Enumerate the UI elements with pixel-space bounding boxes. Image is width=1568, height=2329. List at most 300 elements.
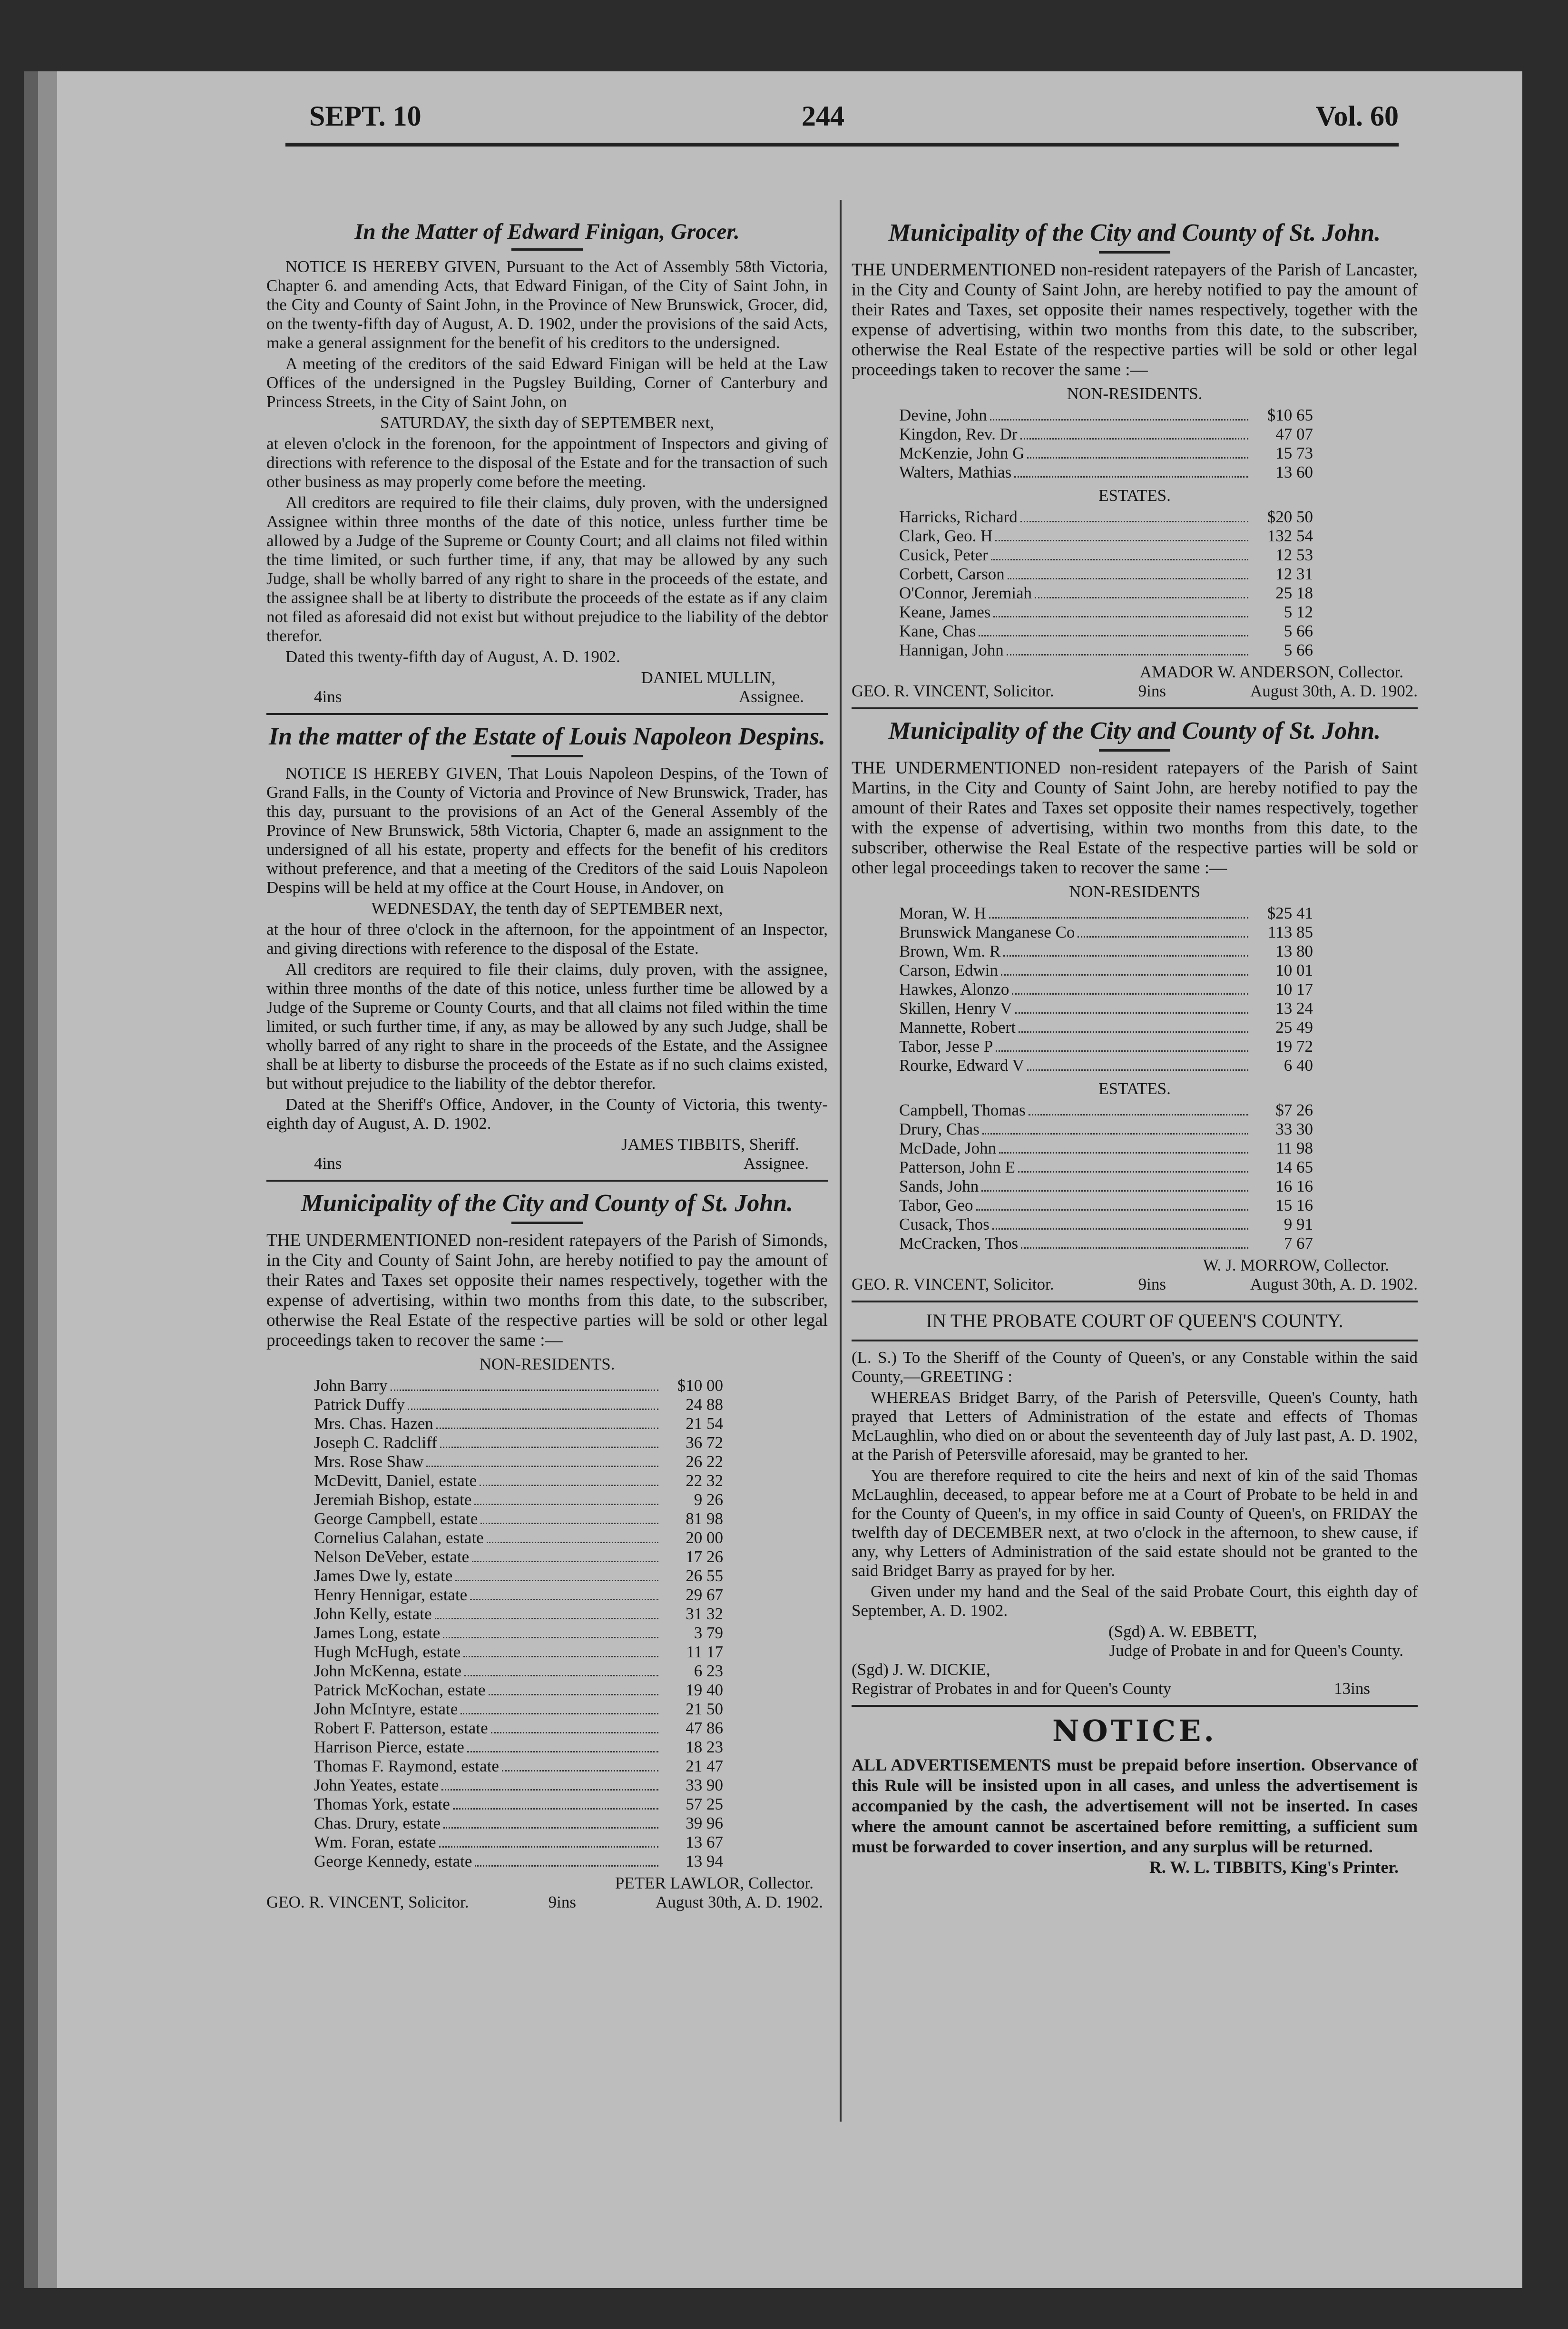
leader-dots <box>472 1561 658 1562</box>
despins-signature <box>266 1135 828 1173</box>
table-row <box>899 641 1313 660</box>
leader-dots <box>1020 438 1248 440</box>
ratepayer-name: Mrs. Chas. Hazen <box>314 1414 433 1433</box>
ratepayer-name: George Campbell, estate <box>314 1509 478 1528</box>
leader-dots <box>491 1732 658 1733</box>
leader-dots <box>1027 1069 1248 1071</box>
ratepayer-name: Robert F. Patterson, estate <box>314 1719 488 1737</box>
tax-amount: 9 91 <box>1284 1215 1313 1233</box>
finigan-paragraph-2: A meeting of the creditors of the said Edward Finigan will be held at the Law Offices of the undersigned in the Pugsley Building, Corner of Canterbury and Princess Streets, in the City of Saint John, on <box>266 354 828 411</box>
table-row <box>899 584 1313 603</box>
finigan-meeting-date: SATURDAY, the sixth day of SEPTEMBER next, <box>380 413 714 432</box>
table-row <box>899 1177 1313 1196</box>
tax-amount: 10 01 <box>1275 961 1313 979</box>
simonds-solicitor: GEO. R. VINCENT, Solicitor. <box>266 1893 469 1911</box>
left-column <box>266 214 828 1912</box>
martins-heading-nonresidents: NON-RESIDENTS <box>1068 882 1201 901</box>
ratepayer-name: Joseph C. Radcliff <box>314 1433 437 1452</box>
leader-dots <box>467 1751 658 1752</box>
ratepayer-name: Harrison Pierce, estate <box>314 1738 464 1756</box>
table-row <box>314 1414 723 1433</box>
leader-dots <box>489 1694 658 1695</box>
leader-dots <box>1018 1171 1248 1173</box>
ratepayer-name: Drury, Chas <box>899 1120 980 1138</box>
table-row <box>314 1776 723 1795</box>
ratepayer-name: Thomas York, estate <box>314 1795 450 1813</box>
leader-dots <box>470 1599 658 1600</box>
section-rule <box>266 1180 828 1182</box>
table-row <box>314 1814 723 1833</box>
despins-insertions: 4ins <box>314 1154 342 1173</box>
lancaster-collector: AMADOR W. ANDERSON, Collector. <box>1139 663 1403 681</box>
section-rule <box>852 1705 1418 1707</box>
finigan-insertions: 4ins <box>314 687 342 706</box>
ratepayer-name: Tabor, Jesse P <box>899 1037 993 1056</box>
ratepayer-name: Mrs. Rose Shaw <box>314 1452 424 1471</box>
ratepayer-name: Moran, W. H <box>899 904 986 922</box>
title-rule <box>511 248 583 251</box>
leader-dots <box>464 1675 658 1676</box>
table-row <box>899 622 1313 641</box>
leader-dots <box>426 1466 658 1467</box>
table-row <box>899 1196 1313 1215</box>
martins-heading-estates: ESTATES. <box>1098 1079 1171 1098</box>
martins-solicitor: GEO. R. VINCENT, Solicitor. <box>852 1275 1054 1293</box>
ratepayer-name: Patrick Duffy <box>314 1395 405 1414</box>
table-row <box>899 1215 1313 1234</box>
table-row <box>314 1528 723 1547</box>
ratepayer-name: Kingdon, Rev. Dr <box>899 425 1018 443</box>
tax-amount: 15 73 <box>1275 444 1313 462</box>
leader-dots <box>999 1152 1248 1154</box>
table-row <box>899 999 1313 1018</box>
leader-dots <box>1027 457 1248 459</box>
tax-amount: 16 16 <box>1275 1177 1313 1195</box>
leader-dots <box>408 1409 658 1410</box>
tax-amount: 11 98 <box>1276 1139 1313 1157</box>
table-row <box>899 980 1313 999</box>
ratepayer-name: Patrick McKochan, estate <box>314 1681 486 1699</box>
leader-dots <box>474 1504 658 1505</box>
leader-dots <box>1008 578 1248 579</box>
leader-dots <box>443 1637 658 1638</box>
simonds-intro: THE UNDERMENTIONED non-resident ratepayers of the Parish of Simonds, in the City and County of Saint John, are hereby notified to pay the amount of their Rates and Taxes set opposite their names respectively, together with the expense of advertising, within two months from this date, to the subscriber, otherwise the Real Estate of the respective parties will be sold or other legal proceedings taken to recover the same :— <box>266 1231 828 1350</box>
tax-amount: 21 47 <box>686 1757 723 1775</box>
leader-dots <box>1015 1012 1248 1014</box>
lancaster-solicitor: GEO. R. VINCENT, Solicitor. <box>852 682 1054 700</box>
table-row <box>899 527 1313 546</box>
tax-amount: 47 07 <box>1275 425 1313 443</box>
ratepayer-name: Nelson DeVeber, estate <box>314 1547 470 1566</box>
ratepayer-name: Keane, James <box>899 603 991 621</box>
probate-insertions: 13ins <box>1334 1679 1370 1698</box>
tax-amount: 31 32 <box>686 1605 723 1623</box>
table-row <box>899 1018 1313 1037</box>
despins-notice <box>266 722 828 1182</box>
table-row <box>314 1433 723 1452</box>
tax-amount: 13 94 <box>686 1852 723 1870</box>
martins-title: Municipality of the City and County of St. John. <box>888 717 1381 744</box>
ratepayer-name: Campbell, Thomas <box>899 1101 1026 1119</box>
notice-body: ALL ADVERTISEMENTS must be prepaid before insertion. Observance of this Rule will be insisted upon in all cases, and unless the advertisement is accompanied by the cash, the advertisement will not be inserted. In cases where the amount cannot be ascertained before remitting, a sufficient sum must be forwarded to cover insertion, and any surplus will be returned. <box>852 1755 1418 1856</box>
despins-meeting-date: WEDNESDAY, the tenth day of SEPTEMBER next, <box>371 899 723 918</box>
tax-amount: 5 12 <box>1284 603 1313 621</box>
title-rule <box>1099 251 1170 254</box>
table-row <box>314 1585 723 1605</box>
tax-amount: 39 96 <box>686 1814 723 1832</box>
table-row <box>314 1452 723 1471</box>
ratepayer-name: Patterson, John E <box>899 1158 1016 1176</box>
martins-insertions: 9ins <box>1138 1275 1166 1293</box>
tax-amount: $10 00 <box>677 1376 723 1395</box>
ratepayer-name: Thomas F. Raymond, estate <box>314 1757 499 1775</box>
ratepayer-name: McDevitt, Daniel, estate <box>314 1471 477 1490</box>
table-row <box>899 1139 1313 1158</box>
simonds-collector: PETER LAWLOR, Collector. <box>615 1874 813 1892</box>
leader-dots <box>455 1580 658 1581</box>
despins-paragraph-2: at the hour of three o'clock in the afternoon, for the appointment of an Inspector, and giving directions with reference to the disposal of the Estate. <box>266 920 828 958</box>
table-row <box>314 1471 723 1490</box>
leader-dots <box>440 1447 658 1448</box>
table-row <box>899 1120 1313 1139</box>
table-row <box>314 1795 723 1814</box>
finigan-dated: Dated this twenty-fifth day of August, A. D. 1902. <box>285 647 620 666</box>
ratepayer-name: Brunswick Manganese Co <box>899 923 1075 941</box>
probate-judge-title: Judge of Probate in and for Queen's County. <box>1109 1641 1403 1660</box>
lancaster-insertions: 9ins <box>1138 682 1166 700</box>
table-row <box>314 1738 723 1757</box>
tax-amount: 21 50 <box>686 1700 723 1718</box>
tax-amount: 26 22 <box>686 1452 723 1471</box>
tax-amount: 36 72 <box>686 1433 723 1452</box>
tax-amount: 7 67 <box>1284 1234 1313 1253</box>
tax-amount: 5 66 <box>1284 641 1313 659</box>
ratepayer-name: O'Connor, Jeremiah <box>899 584 1032 602</box>
simonds-insertions: 9ins <box>548 1893 576 1911</box>
tax-amount: 33 90 <box>686 1776 723 1794</box>
table-row <box>899 565 1313 584</box>
leader-dots <box>982 1133 1248 1135</box>
leader-dots <box>461 1713 658 1714</box>
table-row <box>314 1605 723 1624</box>
ratepayer-name: Jeremiah Bishop, estate <box>314 1490 472 1509</box>
tax-amount: 33 30 <box>1275 1120 1313 1138</box>
tax-amount: 12 53 <box>1275 546 1313 564</box>
probate-paragraph-3: Given under my hand and the Seal of the said Probate Court, this eighth day of September, A. D. 1902. <box>852 1582 1418 1620</box>
ratepayer-name: Clark, Geo. H <box>899 527 993 545</box>
tax-amount: 47 86 <box>686 1719 723 1737</box>
tax-amount: 6 40 <box>1284 1056 1313 1075</box>
tax-amount: 11 17 <box>686 1643 723 1661</box>
finigan-paragraph-1: NOTICE IS HEREBY GIVEN, Pursuant to the Act of Assembly 58th Victoria, Chapter 6. and amending Acts, that Edward Finigan, of the City of Saint John, in the City and County of Saint John, in the Province of New Brunswick, Grocer, did, on the twenty-fifth day of August, A. D. 1902, under the provisions of the said Acts, make a general assignment for the benefit of his creditors to the undersigned. <box>266 257 828 352</box>
tax-amount: $25 41 <box>1267 904 1313 922</box>
leader-dots <box>996 1050 1248 1052</box>
table-row <box>314 1643 723 1662</box>
tax-amount: 5 66 <box>1284 622 1313 640</box>
table-row <box>314 1490 723 1509</box>
ratepayer-name: Wm. Foran, estate <box>314 1833 436 1851</box>
table-row <box>314 1833 723 1852</box>
tax-amount: 25 18 <box>1275 584 1313 602</box>
despins-paragraph-3: All creditors are required to file their claims, duly proven, with the assignee, within three months of the date of this notice, unless further time be allowed by a Judge of the Supreme or County Courts, and that all claims not filed within the time limited, or such further time, if any, as may be allowed by any such Judge, shall be wholly barred of any right to share in the proceeds of the Estate, and the Assignee shall be at liberty to disburse the proceeds of the Estate as if no such claims existed, but without prejudice to the liability of the debtor therefor. <box>266 960 828 1093</box>
section-rule <box>852 707 1418 709</box>
probate-signatures <box>852 1622 1418 1698</box>
header-rule <box>285 143 1399 147</box>
leader-dots <box>1001 974 1248 976</box>
ratepayer-name: Chas. Drury, estate <box>314 1814 441 1832</box>
finigan-paragraph-3: at eleven o'clock in the forenoon, for the appointment of Inspectors and giving of directions with reference to the disposal of the Estate and for the transaction of such other business as may properly come before the meeting. <box>266 434 828 491</box>
prepayment-notice <box>852 1713 1418 1878</box>
ratepayer-name: Cusack, Thos <box>899 1215 990 1233</box>
martins-signature <box>852 1256 1418 1294</box>
ratepayer-name: Henry Hennigar, estate <box>314 1585 468 1604</box>
table-row <box>314 1681 723 1700</box>
ratepayer-name: Corbett, Carson <box>899 565 1005 583</box>
leader-dots <box>487 1542 658 1543</box>
table-row <box>899 546 1313 565</box>
leader-dots <box>441 1789 658 1791</box>
leader-dots <box>463 1656 658 1657</box>
ratepayer-name: Sands, John <box>899 1177 979 1195</box>
ratepayer-name: John McIntyre, estate <box>314 1700 458 1718</box>
leader-dots <box>1029 1114 1248 1116</box>
simonds-date: August 30th, A. D. 1902. <box>656 1893 823 1911</box>
tax-amount: 25 49 <box>1275 1018 1313 1037</box>
tax-amount: 113 85 <box>1268 923 1313 941</box>
probate-address: (L. S.) To the Sheriff of the County of Queen's, or any Constable within the said County,—GREETING : <box>852 1348 1418 1386</box>
tax-amount: 21 54 <box>686 1414 723 1433</box>
despins-dated: Dated at the Sheriff's Office, Andover, in the County of Victoria, this twenty-eighth day of August, A. D. 1902. <box>266 1095 828 1133</box>
volume-number: Vol. 60 <box>1315 100 1399 132</box>
tax-amount: 19 40 <box>686 1681 723 1699</box>
simonds-title: Municipality of the City and County of St. John. <box>301 1190 794 1217</box>
section-rule <box>266 713 828 715</box>
issue-date: SEPT. 10 <box>309 100 421 132</box>
section-rule <box>852 1340 1418 1341</box>
table-row <box>899 463 1313 482</box>
leader-dots <box>439 1846 658 1848</box>
finigan-notice <box>266 218 828 715</box>
table-row <box>899 1056 1313 1075</box>
finigan-title: In the Matter of Edward Finigan, Grocer. <box>354 219 740 244</box>
probate-registrar-title: Registrar of Probates in and for Queen's County <box>852 1679 1172 1698</box>
table-row <box>899 904 1313 923</box>
martins-nonresidents-list <box>899 904 1313 1075</box>
probate-paragraph-1: WHEREAS Bridget Barry, of the Parish of Petersville, Queen's County, hath prayed that Letters of Administration of the estate and effects of Thomas McLaughlin, who died on or about the seventeenth day of July last past, A. D. 1902, at the Parish of Petersville aforesaid, may be granted to her. <box>852 1388 1418 1464</box>
page-number: 244 <box>802 100 844 132</box>
table-row <box>899 1234 1313 1253</box>
probate-notice <box>852 1309 1418 1707</box>
ratepayer-name: John Yeates, estate <box>314 1776 439 1794</box>
probate-heading: IN THE PROBATE COURT OF QUEEN'S COUNTY. <box>926 1310 1343 1331</box>
leader-dots <box>976 1209 1248 1211</box>
leader-dots <box>453 1808 658 1810</box>
leader-dots <box>1078 936 1248 938</box>
lancaster-date: August 30th, A. D. 1902. <box>1250 682 1418 700</box>
ratepayer-name: Rourke, Edward V <box>899 1056 1024 1075</box>
tax-amount: 20 00 <box>686 1528 723 1547</box>
tax-amount: $7 26 <box>1275 1101 1313 1119</box>
table-row <box>899 1101 1313 1120</box>
ratepayer-name: Cusick, Peter <box>899 546 988 564</box>
leader-dots <box>993 616 1248 617</box>
lancaster-heading-nonresidents: NON-RESIDENTS. <box>1067 384 1203 403</box>
table-row <box>314 1376 723 1395</box>
leader-dots <box>1020 521 1248 522</box>
lancaster-nonresidents-list <box>899 406 1313 482</box>
probate-judge: (Sgd) A. W. EBBETT, <box>1108 1622 1257 1641</box>
leader-dots <box>502 1770 658 1771</box>
despins-signer: JAMES TIBBITS, Sheriff. <box>621 1135 799 1154</box>
table-row <box>314 1662 723 1681</box>
ratepayer-name: Hawkes, Alonzo <box>899 980 1009 998</box>
ratepayer-name: Hugh McHugh, estate <box>314 1643 461 1661</box>
ratepayer-name: Walters, Mathias <box>899 463 1012 481</box>
lancaster-notice <box>852 218 1418 709</box>
ratepayer-name: George Kennedy, estate <box>314 1852 472 1870</box>
table-row <box>314 1757 723 1776</box>
notice-printer: R. W. L. TIBBITS, King's Printer. <box>1149 1858 1399 1877</box>
finigan-signer: DANIEL MULLIN, <box>641 668 775 687</box>
section-rule <box>852 1301 1418 1302</box>
leader-dots <box>1035 597 1248 598</box>
leader-dots <box>435 1618 658 1619</box>
finigan-signature <box>266 668 828 706</box>
lancaster-intro: THE UNDERMENTIONED non-resident ratepayers of the Parish of Lancaster, in the City and County of Saint John, are hereby notified to pay the amount of their Rates and Taxes, set opposite their names respectively, together with the expense of advertising, within two months from this date, to the subscriber, otherwise the Real Estate of the respective parties will be sold or other legal proceedings taken to recover the same :— <box>852 260 1418 380</box>
tax-amount: 14 65 <box>1275 1158 1313 1176</box>
table-row <box>314 1852 723 1871</box>
leader-dots <box>989 917 1248 919</box>
leader-dots <box>1014 476 1248 478</box>
ratepayer-name: Cornelius Calahan, estate <box>314 1528 484 1547</box>
ratepayer-name: Brown, Wm. R <box>899 942 1001 960</box>
tax-amount: 9 26 <box>694 1490 723 1509</box>
lancaster-heading-estates: ESTATES. <box>1098 486 1171 505</box>
notice-title: NOTICE. <box>1052 1713 1217 1748</box>
leader-dots <box>981 1190 1248 1192</box>
table-row <box>899 603 1313 622</box>
tax-amount: 13 24 <box>1275 999 1313 1018</box>
leader-dots <box>979 635 1248 636</box>
ratepayer-name: James Long, estate <box>314 1624 441 1642</box>
ratepayer-name: Skillen, Henry V <box>899 999 1012 1018</box>
tax-amount: 19 72 <box>1275 1037 1313 1056</box>
finigan-paragraph-4: All creditors are required to file their claims, duly proven, with the undersigned Assignee within three months of the date of this notice, unless further time be allowed by a Judge of the Supreme or County Court; and all claims not filed within the time limited, or such further time, if any, that may be allowed by any such Judge, shall be wholly barred of any right to share in the proceeds of the estate, and the assignee shall be at liberty to distribute the proceeds of the estate as if any claim not filed as aforesaid did not exist but without prejudice to the liability of the debtor therefor. <box>266 493 828 645</box>
tax-amount: 24 88 <box>686 1395 723 1414</box>
leader-dots <box>480 1485 658 1486</box>
table-row <box>899 444 1313 463</box>
leader-dots <box>1003 955 1248 957</box>
tax-amount: 17 26 <box>686 1547 723 1566</box>
ratepayer-name: John Barry <box>314 1376 388 1395</box>
ratepayer-name: McKenzie, John G <box>899 444 1025 462</box>
table-row <box>899 425 1313 444</box>
table-row <box>314 1509 723 1528</box>
leader-dots <box>480 1523 658 1524</box>
ratepayer-name: Carson, Edwin <box>899 961 999 979</box>
leader-dots <box>475 1865 658 1867</box>
leader-dots <box>443 1827 658 1829</box>
tax-amount: 22 32 <box>686 1471 723 1490</box>
martins-date: August 30th, A. D. 1902. <box>1250 1275 1418 1293</box>
tax-amount: 18 23 <box>686 1738 723 1756</box>
ratepayer-name: McDade, John <box>899 1139 997 1157</box>
tax-amount: 10 17 <box>1275 980 1313 998</box>
table-row <box>314 1566 723 1585</box>
ratepayer-name: Mannette, Robert <box>899 1018 1016 1037</box>
tax-amount: 26 55 <box>686 1566 723 1585</box>
tax-amount: 13 67 <box>686 1833 723 1851</box>
simonds-list <box>314 1376 723 1871</box>
table-row <box>314 1700 723 1719</box>
leader-dots <box>991 559 1248 560</box>
leader-dots <box>391 1390 658 1391</box>
table-row <box>899 923 1313 942</box>
table-row <box>899 942 1313 961</box>
title-rule <box>511 755 583 757</box>
ratepayer-name: Tabor, Geo <box>899 1196 973 1214</box>
simonds-notice <box>266 1188 828 1912</box>
table-row <box>899 406 1313 425</box>
tax-amount: 15 16 <box>1275 1196 1313 1214</box>
tax-amount: 29 67 <box>686 1585 723 1604</box>
ratepayer-name: Hannigan, John <box>899 641 1004 659</box>
ratepayer-name: Devine, John <box>899 406 987 424</box>
tax-amount: 132 54 <box>1267 527 1313 545</box>
lancaster-estates-list <box>899 508 1313 660</box>
martins-collector: W. J. MORROW, Collector. <box>1203 1256 1389 1274</box>
tax-amount: 6 23 <box>694 1662 723 1680</box>
martins-intro: THE UNDERMENTIONED non-resident ratepayers of the Parish of Saint Martins, in the City and County of Saint John, are hereby notified to pay the amount of their Rates and Taxes set opposite their names respectively, together with the expense of advertising, within two months from this date, to the subscriber, otherwise the Real Estate of the respective parties will be sold or other legal proceedings taken to recover the same :— <box>852 758 1418 878</box>
despins-role: Assignee. <box>743 1154 809 1173</box>
ratepayer-name: James Dwe ly, estate <box>314 1566 453 1585</box>
probate-registrar: (Sgd) J. W. DICKIE, <box>852 1660 990 1679</box>
simonds-heading: NON-RESIDENTS. <box>479 1355 615 1373</box>
tax-amount: 13 80 <box>1275 942 1313 960</box>
right-column <box>852 214 1418 1878</box>
tax-amount: 13 60 <box>1275 463 1313 481</box>
tax-amount: 12 31 <box>1275 565 1313 583</box>
ratepayer-name: John McKenna, estate <box>314 1662 462 1680</box>
lancaster-signature <box>852 663 1418 701</box>
leader-dots <box>1019 1031 1248 1033</box>
table-row <box>314 1395 723 1414</box>
tax-amount: $20 50 <box>1267 508 1313 526</box>
table-row <box>899 508 1313 527</box>
martins-notice <box>852 716 1418 1302</box>
ratepayer-name: Harricks, Richard <box>899 508 1018 526</box>
tax-amount: 3 79 <box>694 1624 723 1642</box>
tax-amount: 57 25 <box>686 1795 723 1813</box>
leader-dots <box>995 540 1248 541</box>
finigan-role: Assignee. <box>738 687 804 706</box>
ratepayer-name: McCracken, Thos <box>899 1234 1019 1253</box>
probate-paragraph-2: You are therefore required to cite the heirs and next of kin of the said Thomas McLaughlin, deceased, to appear before me at a Court of Probate to be held in and for the County of Queen's, in my office in said County of Queen's, on FRIDAY the twelfth day of DECEMBER next, at two o'clock in the afternoon, to shew cause, if any, why Letters of Administration of the said estate should not be granted to the said Bridget Barry as prayed for by her. <box>852 1466 1418 1580</box>
leader-dots <box>990 419 1248 421</box>
title-rule <box>1099 749 1170 752</box>
column-divider <box>840 200 842 2122</box>
tax-amount: $10 65 <box>1267 406 1313 424</box>
table-row <box>899 961 1313 980</box>
simonds-signature <box>266 1874 828 1912</box>
martins-estates-list <box>899 1101 1313 1253</box>
table-row <box>314 1624 723 1643</box>
leader-dots <box>1012 993 1248 995</box>
lancaster-title: Municipality of the City and County of St. John. <box>888 219 1381 246</box>
table-row <box>899 1037 1313 1056</box>
table-row <box>899 1158 1313 1177</box>
leader-dots <box>992 1228 1248 1230</box>
